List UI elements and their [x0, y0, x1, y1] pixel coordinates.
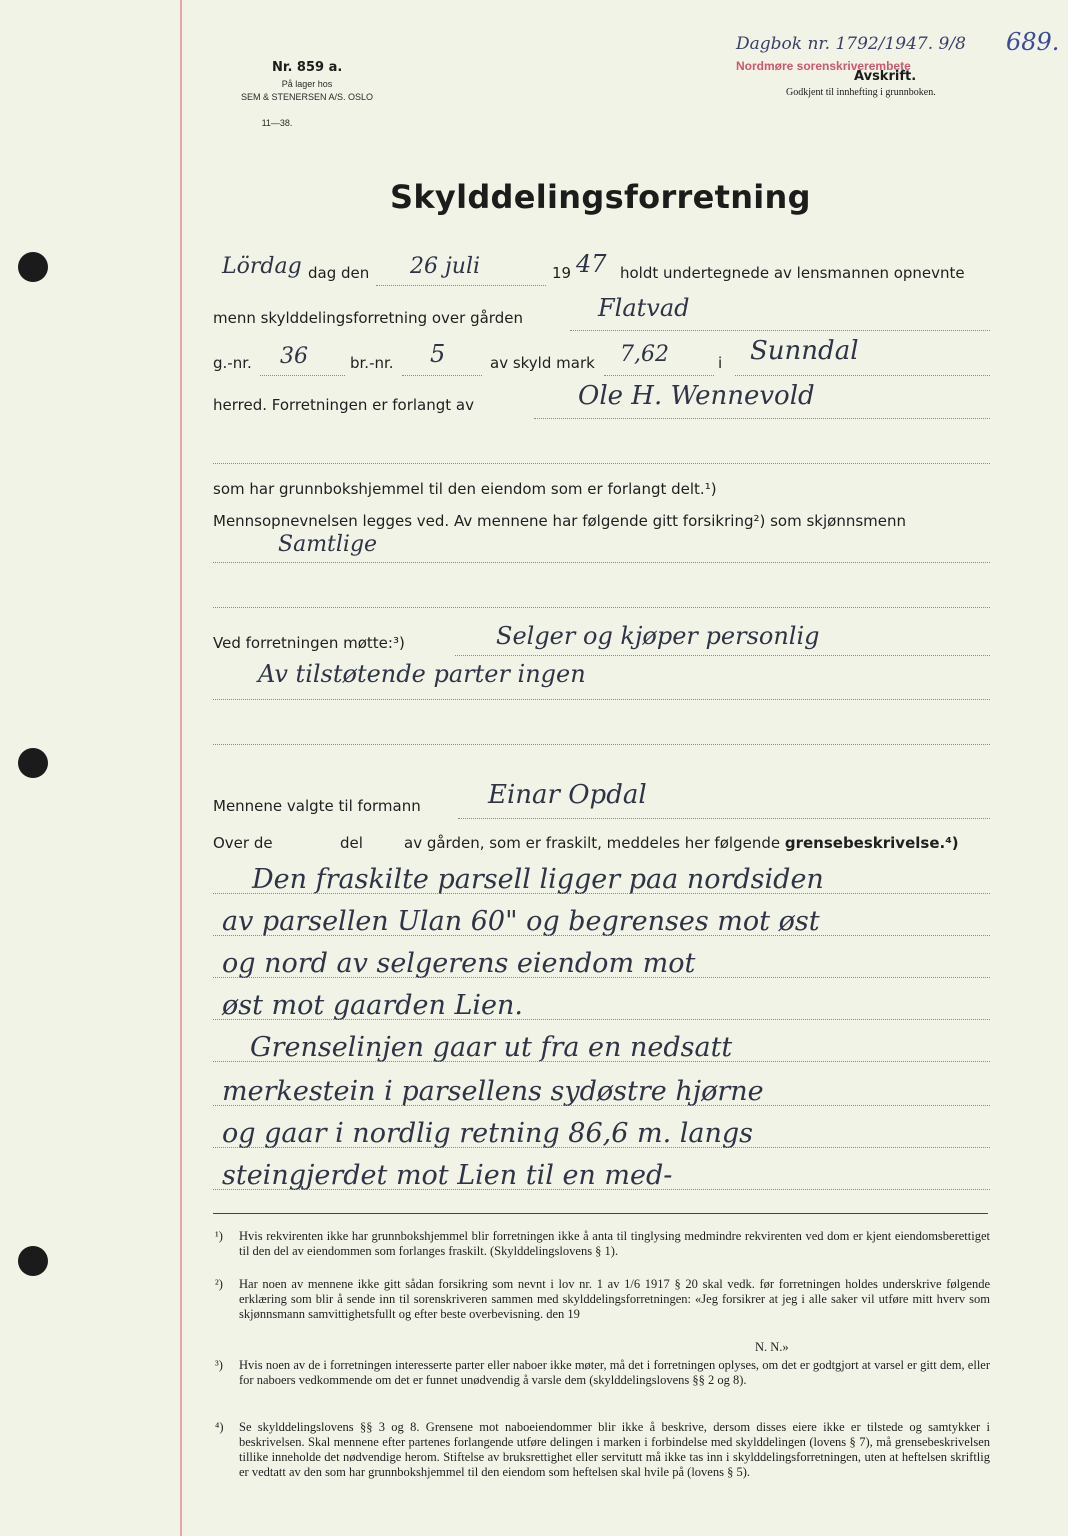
year-prefix: 19 [552, 264, 572, 282]
date-line [376, 285, 546, 286]
insured-line [213, 562, 990, 563]
requested-by: Ole H. Wennevold [578, 381, 815, 411]
gnr-value: 36 [280, 344, 308, 369]
boundary-line: Grenselinjen gaar ut fra en nedsatt [250, 1032, 733, 1063]
footnote-number: ²) [215, 1277, 223, 1291]
boundary-rule [213, 935, 990, 936]
punch-hole [18, 748, 48, 778]
footnote-1 [215, 1229, 990, 1275]
boundary-line: og nord av selgerens eiendom mot [222, 948, 696, 979]
boundary-line: merkestein i parsellens sydøstre hjørne [222, 1076, 764, 1107]
year-suffix: 47 [576, 250, 607, 278]
skyld-label: av skyld mark [490, 354, 595, 372]
court-stamp: Nordmøre sorenskriverembete [736, 59, 911, 73]
form-number: Nr. 859 a. [272, 60, 343, 75]
boundary-line: Den fraskilte parsell ligger paa nordsiden [252, 864, 824, 895]
skyld-line [604, 375, 714, 376]
boundary-rule [213, 1147, 990, 1148]
attended-rule [213, 744, 990, 745]
blank-line [213, 463, 990, 464]
printer-line1: På lager hos [281, 79, 333, 89]
insured-line [213, 607, 990, 608]
boundary-rule [213, 893, 990, 894]
boundary-rule [213, 977, 990, 978]
boundary-rule [213, 1061, 990, 1062]
footnote-2 [215, 1277, 990, 1339]
boundary-heading: grensebeskrivelse.⁴) [784, 834, 959, 852]
day-label: dag den [308, 264, 370, 282]
folio-number: 689. [1006, 28, 1060, 56]
footnote-3 [215, 1358, 990, 1420]
punch-hole [18, 1246, 48, 1276]
line1-rest: holdt undertegnede av lensmannen opnevnte [620, 264, 965, 282]
boundary-line: og gaar i nordlig retning 86,6 m. langs [222, 1118, 754, 1149]
footnote-number: ³) [215, 1358, 223, 1372]
chairman: Einar Opdal [488, 780, 647, 810]
mennsopnevnelsen-text: Mennsopnevnelsen legges ved. Av mennene har følgende gitt forsikring²) som skjønnsmenn [213, 512, 907, 530]
journal-number: Dagbok nr. 1792/1947. 9/8 [736, 34, 966, 54]
punch-hole [18, 252, 48, 282]
gnr-label: g.-nr. [213, 354, 252, 372]
margin-line [180, 0, 182, 1536]
bnr-label: br.-nr. [350, 354, 394, 372]
footnote-number: ⁴) [215, 1420, 224, 1434]
municipality-line [735, 375, 990, 376]
weekday: Lördag [222, 254, 302, 279]
skyld-value: 7,62 [620, 342, 669, 367]
footnote-text: Se skylddelingslovens §§ 3 og 8. Grensene mot naboeiendommer blir ikke å beskrive, dersom disses eiere ikke er tilstede og samtykker i beskrivelsen. Skal mennene efter partenes forlangende utføre delingen i marken i forbindelse med skylddelingen (lovens § 7), må grensebeskrivelsen tillike inneholde det nødvendige herom. Stiftelse av bruksrettighet eller servitutt må ikke tas inn i skylddelingsforretningen, uten at heftelsen skriftlig er vedtatt av den som har grunnbokshjemmel til den eiendom som heftelsen skal hvile på (lovens § 5). [239, 1420, 990, 1479]
municipality: Sunndal [750, 336, 859, 366]
copy-label: Avskrift. [854, 69, 917, 84]
footnote-number: ¹) [215, 1229, 223, 1243]
grunnbok-text: som har grunnbokshjemmel til den eiendom som er forlangt delt.¹) [213, 480, 717, 498]
attended-line2: Av tilstøtende parter ingen [258, 660, 586, 688]
boundary-line: steingjerdet mot Lien til en med- [222, 1160, 673, 1191]
footnote-signature [215, 1340, 990, 1356]
footnote-text: Hvis rekvirenten ikke har grunnbokshjemmel blir forretningen ikke å anta til tinglysing medmindre rekvirenten ved dom er kjent eiendomsberettiget til den del av eiendommen som forlanges fraskilt. (Skylddelingslovens § 1). [239, 1229, 990, 1258]
farm-label: menn skylddelingsforretning over gården [213, 309, 523, 327]
attended-rule [455, 655, 990, 656]
footnote-4 [215, 1420, 990, 1500]
footnote-separator [213, 1213, 988, 1214]
boundary-intro-text: av gården, som er fraskilt, meddeles her følgende [404, 834, 781, 852]
boundary-rule [213, 1105, 990, 1106]
boundary-intro [404, 834, 959, 852]
printer-date: 11—38. [261, 118, 293, 128]
bnr-line [402, 375, 482, 376]
del-label: del [340, 834, 363, 852]
footnote-text: Hvis noen av de i forretningen interesserte parter eller naboer ikke møter, må det i forretningen oplyses, om det er godtgjort at varsel er gitt dem, eller for naboers vedkommende om det er funnet unødvendig å varsle dem (skylddelingslovens §§ 2 og 8). [239, 1358, 990, 1387]
gnr-line [260, 375, 345, 376]
footnote-signature-text: N. N.» [755, 1340, 789, 1354]
chair-label: Mennene valgte til formann [213, 797, 421, 815]
approved-text: Godkjent til innhefting i grunnboken. [786, 87, 936, 98]
boundary-rule [213, 1189, 990, 1190]
farm-name: Flatvad [598, 294, 690, 322]
chair-line [458, 818, 990, 819]
printer-name: SEM & STENERSEN A/S. OSLO [240, 92, 374, 102]
requested-by-label: herred. Forretningen er forlangt av [213, 396, 474, 414]
attended-line1: Selger og kjøper personlig [496, 622, 820, 650]
journal-stamp [736, 34, 966, 54]
boundary-line: av parsellen Ulan 60" og begrenses mot øst [222, 906, 820, 937]
boundary-line: øst mot gaarden Lien. [222, 990, 523, 1021]
in-label: i [718, 354, 723, 372]
date-value: 26 juli [410, 254, 481, 279]
footnote-text: Har noen av mennene ikke gitt sådan forsikring som nevnt i lov nr. 1 av 1/6 1917 § 20 skal vedk. før forretningen holdes underskrive følgende erklæring som blir å sende inn til sorenskriveren sammen med skylddelingsforretningen: «Jeg forsikrer at jeg i alle saker vil utføre mitt hverv som skjønnsmann samvittighetsfullt og efter beste overbevisning. den 19 [239, 1277, 990, 1321]
page-title: Skylddelingsforretning [390, 178, 811, 216]
requested-by-line [534, 418, 990, 419]
over-de-label: Over de [213, 834, 273, 852]
farm-line [570, 330, 990, 331]
attended-rule [213, 699, 990, 700]
bnr-value: 5 [430, 340, 446, 368]
attended-label: Ved forretningen møtte:³) [213, 634, 405, 652]
insured-men: Samtlige [278, 532, 378, 557]
boundary-rule [213, 1019, 990, 1020]
